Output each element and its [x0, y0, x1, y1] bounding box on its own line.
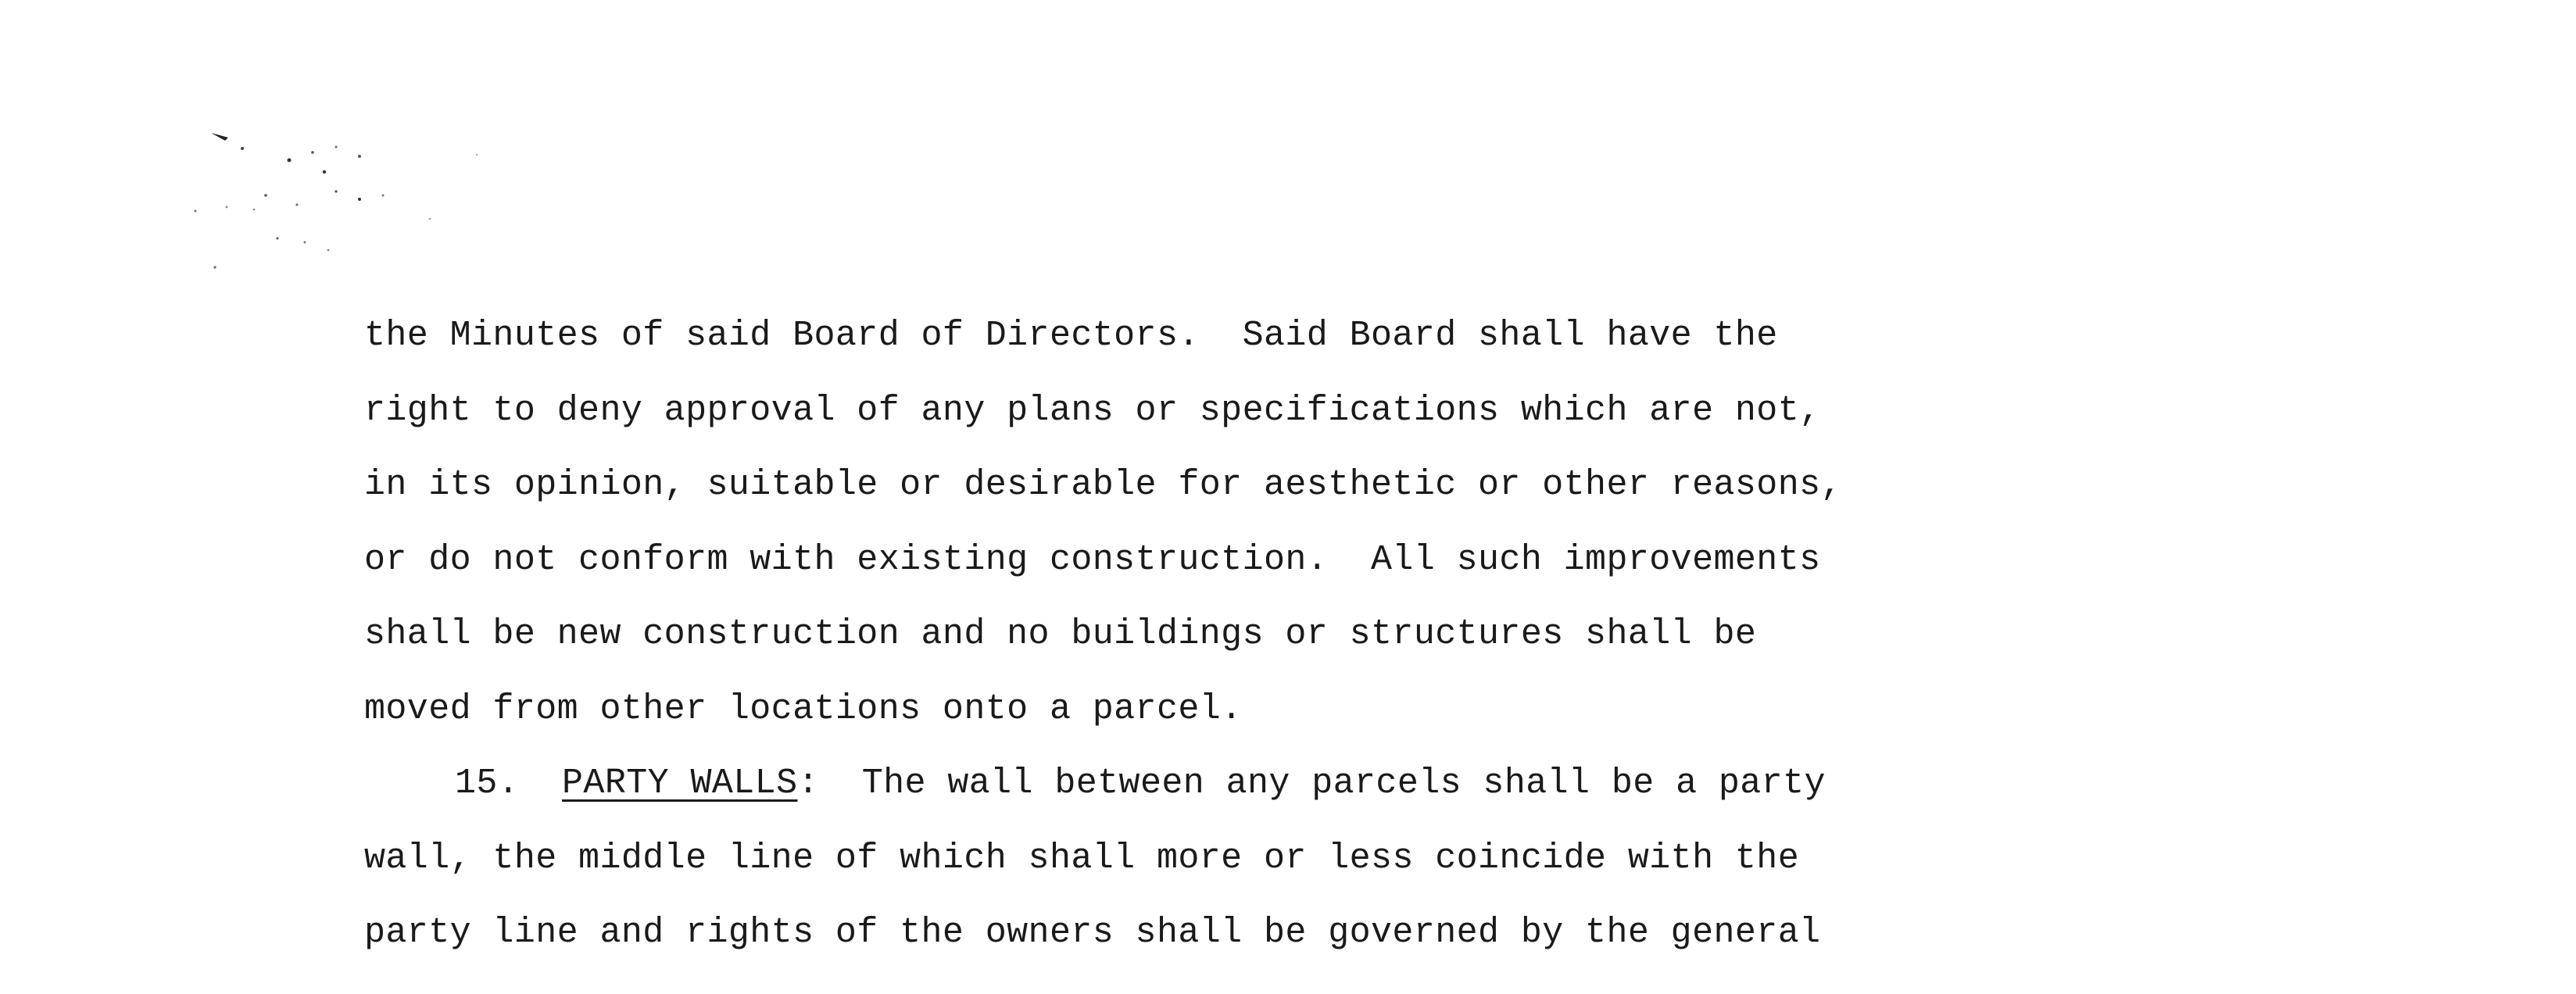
body-line: wall, the middle line of which shall more or less coincide with the [364, 838, 1800, 878]
scan-specks [180, 117, 508, 289]
body-line: in its opinion, suitable or desirable for aesthetic or other reasons, [364, 465, 1842, 505]
section-15-first-line [364, 759, 1927, 834]
body-line: the Minutes of said Board of Directors. Said Board shall have the [364, 316, 1778, 356]
body-line: moved from other locations onto a parcel. [364, 688, 1243, 729]
document-body [364, 311, 1927, 983]
section-number: 15. [455, 763, 520, 803]
section-heading: PARTY WALLS [562, 763, 798, 803]
section-heading-colon: : [797, 763, 819, 803]
body-line: right to deny approval of any plans or specifications which are not, [364, 390, 1821, 431]
section-first-line-text: The wall between any parcels shall be a party [861, 763, 1826, 803]
body-line: party line and rights of the owners shall be governed by the general [364, 913, 1821, 953]
body-line: or do not conform with existing construction. All such improvements [364, 539, 1821, 580]
body-line: shall be new construction and no buildings or structures shall be [364, 614, 1757, 654]
